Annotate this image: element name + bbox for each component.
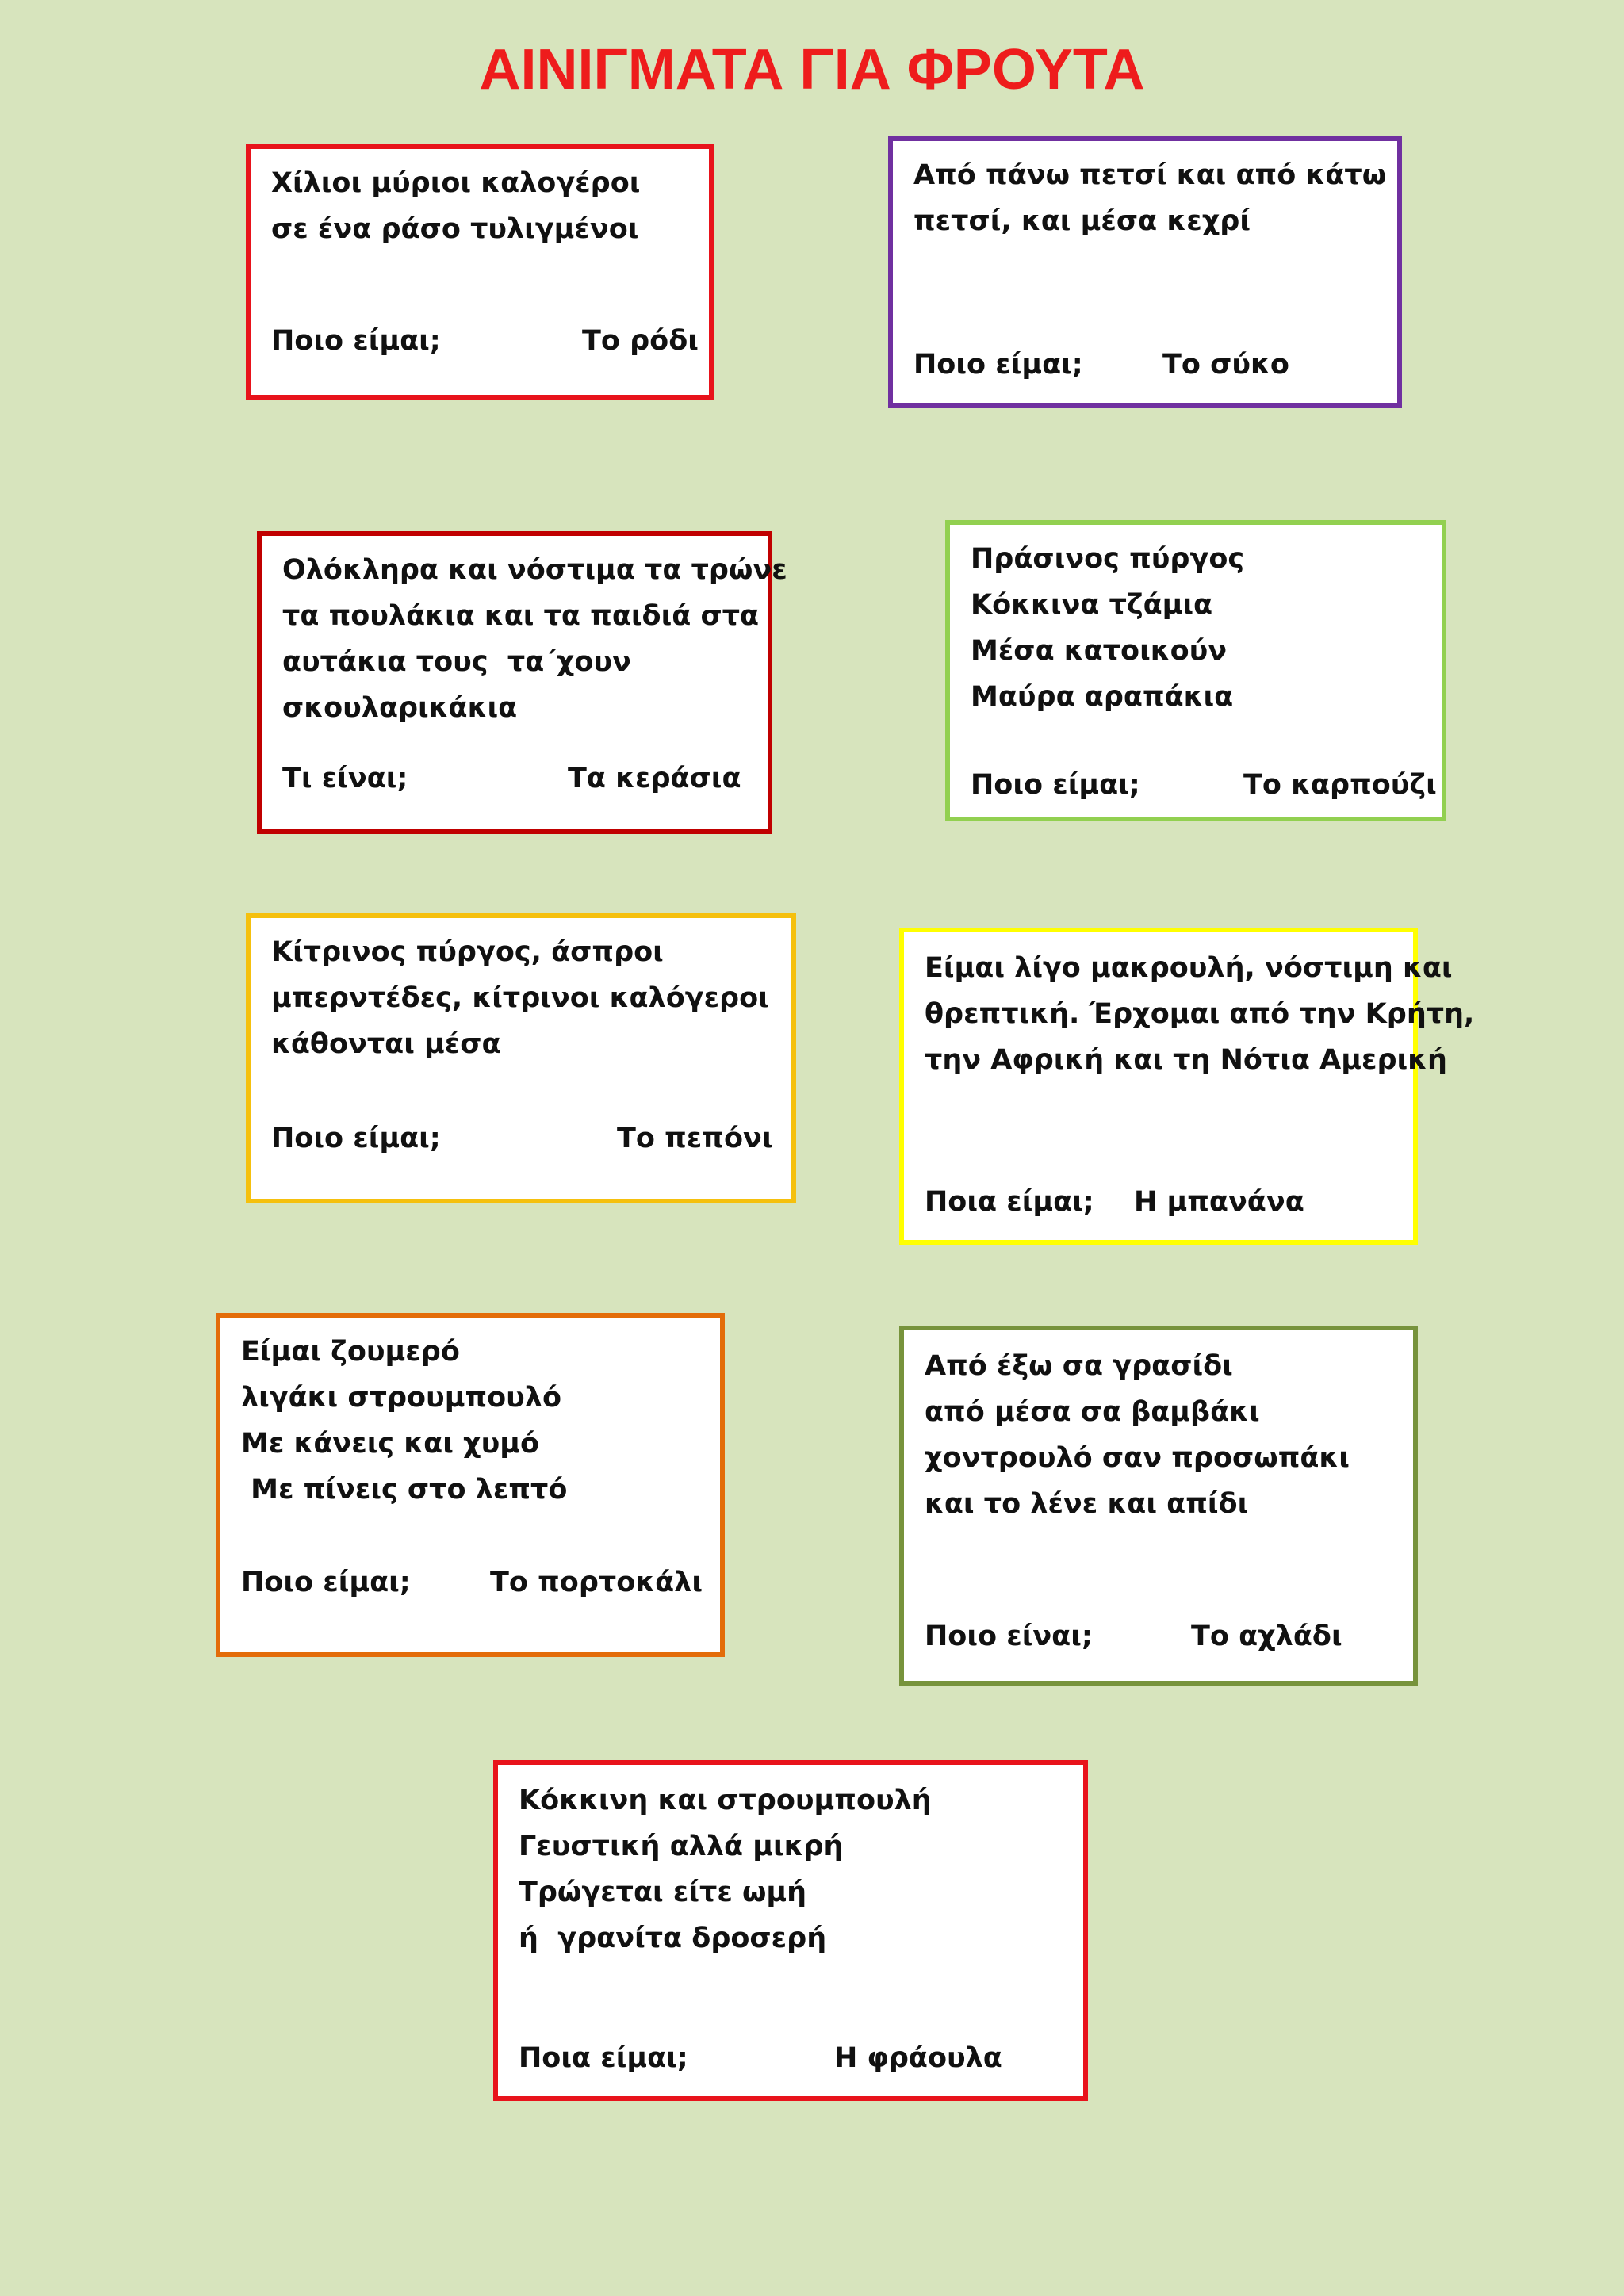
riddle-line: Από πάνω πετσί και από κάτω: [914, 159, 1387, 191]
riddle-answer: Το αχλάδι: [1191, 1621, 1342, 1652]
riddle-line: πετσί, και μέσα κεχρί: [914, 205, 1251, 237]
riddle-question: Ποιο είμαι;: [914, 349, 1083, 381]
riddle-line: Μαύρα αραπάκια: [971, 681, 1234, 713]
riddle-card-watermelon: [945, 520, 1446, 821]
riddle-answer: Το πεπόνι: [617, 1123, 773, 1154]
riddle-card-fig: [888, 136, 1402, 408]
riddle-card-cherries: [257, 531, 787, 834]
riddle-line: Γευστική αλλά μικρή: [519, 1831, 844, 1862]
riddle-card-melon: [246, 913, 796, 1203]
riddle-line: θρεπτική. Έρχομαι από την Κρήτη,: [925, 998, 1475, 1030]
riddle-line: Κόκκινα τζάμια: [971, 589, 1213, 621]
riddle-line: χοντρουλό σαν προσωπάκι: [925, 1442, 1350, 1474]
riddle-line: Κόκκινη και στρουμπουλή: [519, 1785, 932, 1816]
riddle-line: Με κάνεις και χυμό: [241, 1428, 540, 1460]
riddle-question: Ποιο είναι;: [925, 1621, 1093, 1652]
riddle-line: την Αφρική και τη Νότια Αμερική: [925, 1044, 1447, 1076]
riddle-question: Ποιο είμαι;: [241, 1567, 411, 1598]
riddle-card-orange: [216, 1313, 725, 1657]
riddle-line: μπερντέδες, κίτρινοι καλόγεροι: [271, 982, 769, 1014]
riddle-question: Ποια είμαι;: [519, 2042, 688, 2074]
riddle-question: Ποιο είμαι;: [971, 769, 1140, 801]
riddle-card-banana: [899, 928, 1475, 1245]
riddle-answer: Το πορτοκάλι: [490, 1567, 703, 1598]
riddle-line: Είμαι ζουμερό: [241, 1336, 460, 1368]
riddle-answer: Το σύκο: [1162, 349, 1289, 381]
riddle-line: Χίλιοι μύριοι καλογέροι: [271, 167, 641, 199]
riddle-line: κάθονται μέσα: [271, 1028, 501, 1060]
riddle-answer: Η φράουλα: [834, 2042, 1002, 2074]
riddle-answer: Τα κεράσια: [568, 763, 741, 794]
riddle-line: Τρώγεται είτε ωμή: [519, 1877, 807, 1908]
riddle-answer: Το καρπούζι: [1243, 769, 1437, 801]
riddle-line: σε ένα ράσο τυλιγμένοι: [271, 213, 639, 245]
riddle-question: Ποιο είμαι;: [271, 325, 441, 357]
riddle-line: Κίτρινος πύργος, άσπροι: [271, 936, 664, 968]
riddle-line: Είμαι λίγο μακρουλή, νόστιμη και: [925, 952, 1453, 984]
riddle-line: λιγάκι στρουμπουλό: [241, 1382, 562, 1414]
riddle-question: Τι είναι;: [282, 763, 408, 794]
riddle-card-pomegranate: [246, 144, 714, 400]
riddle-line: Πράσινος πύργος: [971, 543, 1245, 575]
riddle-line: από μέσα σα βαμβάκι: [925, 1396, 1260, 1428]
riddle-line: Ολόκληρα και νόστιμα τα τρώνε: [282, 554, 787, 586]
riddle-question: Ποιο είμαι;: [271, 1123, 441, 1154]
riddle-question: Ποια είμαι;: [925, 1186, 1094, 1218]
riddle-line: σκουλαρικάκια: [282, 692, 518, 724]
riddle-line: και το λένε και απίδι: [925, 1488, 1249, 1520]
riddle-line: ή γρανίτα δροσερή: [519, 1923, 827, 1954]
riddle-answer: Η μπανάνα: [1134, 1186, 1304, 1218]
riddle-card-strawberry: [493, 1760, 1088, 2101]
riddle-line: Από έξω σα γρασίδι: [925, 1350, 1233, 1382]
page-title: ΑΙΝΙΓΜΑΤΑ ΓΙΑ ΦΡΟΥΤΑ: [479, 38, 1145, 101]
riddle-line: τα πουλάκια και τα παιδιά στα: [282, 600, 760, 632]
riddle-line: Με πίνεις στο λεπτό: [241, 1474, 568, 1506]
riddle-card-pear: [899, 1326, 1418, 1686]
riddle-answer: Το ρόδι: [582, 325, 699, 357]
riddle-line: αυτάκια τους τα΄χουν: [282, 646, 631, 678]
riddle-line: Μέσα κατοικούν: [971, 635, 1228, 667]
